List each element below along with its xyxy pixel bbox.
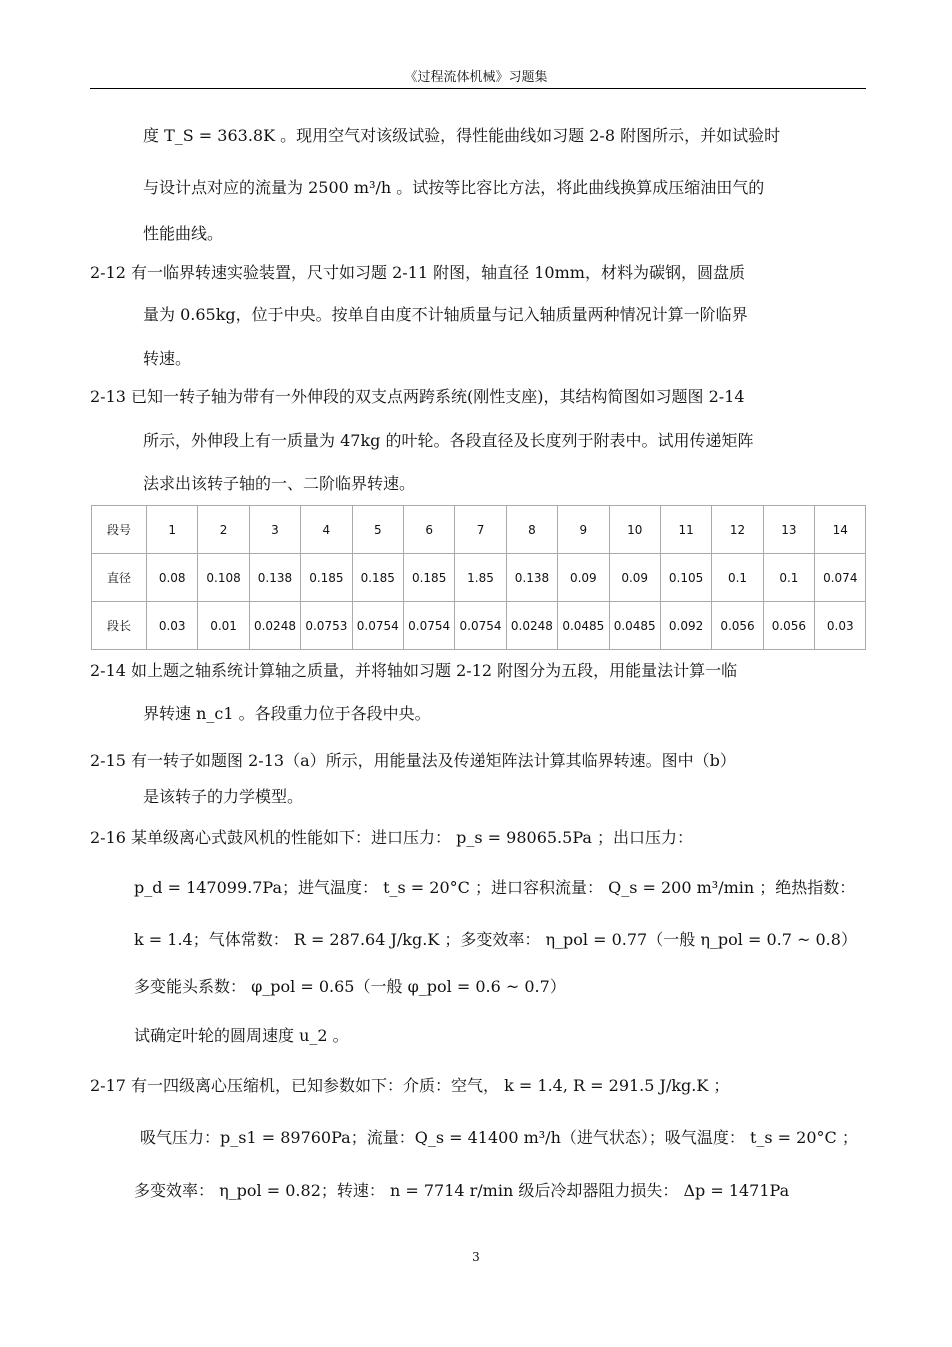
table-cell: 0.0485 (558, 602, 609, 650)
table-cell: 7 (455, 506, 506, 554)
table-cell: 0.185 (352, 554, 403, 602)
table-cell: 2 (198, 506, 249, 554)
table-cell: 0.185 (403, 554, 454, 602)
text-line: 多变能头系数： φ_pol = 0.65（一般 φ_pol = 0.6 ~ 0.7） (134, 977, 566, 996)
table-cell: 0.01 (198, 602, 249, 650)
table-cell: 0.092 (660, 602, 711, 650)
table-cell: 11 (660, 506, 711, 554)
table-cell: 5 (352, 506, 403, 554)
table-cell: 6 (403, 506, 454, 554)
table-cell: 0.08 (147, 554, 198, 602)
text-line: 度 T_S = 363.8K 。现用空气对该级试验，得性能曲线如习题 2-8 附图所示，并如试验时 (143, 126, 781, 145)
table-cell: 12 (712, 506, 763, 554)
text-line: 与设计点对应的流量为 2500 m³/h 。试按等比容比方法，将此曲线换算成压缩油田气的 (143, 178, 765, 197)
text-line: 所示，外伸段上有一质量为 47kg 的叶轮。各段直径及长度列于附表中。试用传递矩阵 (143, 431, 754, 450)
text-line: 2-15 有一转子如题图 2-13（a）所示，用能量法及传递矩阵法计算其临界转速。图中（b） (90, 751, 736, 770)
text-line: 2-14 如上题之轴系统计算轴之质量，并将轴如习题 2-12 附图分为五段，用能量法计算一临 (90, 661, 738, 680)
table-cell: 0.0248 (506, 602, 557, 650)
table-cell: 1.85 (455, 554, 506, 602)
table-cell: 0.0754 (403, 602, 454, 650)
text-line: 性能曲线。 (143, 224, 224, 243)
table-cell: 13 (763, 506, 814, 554)
table-cell: 0.09 (609, 554, 660, 602)
text-line: 2-17 有一四级离心压缩机，已知参数如下：介质：空气， k = 1.4, R = 291.5 J/kg.K ； (90, 1076, 730, 1095)
table-cell: 0.108 (198, 554, 249, 602)
table-cell: 直径 (92, 554, 147, 602)
table-cell: 0.0754 (455, 602, 506, 650)
table-cell: 0.0754 (352, 602, 403, 650)
table-cell: 0.138 (506, 554, 557, 602)
table-row (92, 602, 866, 650)
text-line: 转速。 (143, 349, 192, 368)
text-line: 吸气压力：p_s1 = 89760Pa；流量：Q_s = 41400 m³/h（进气状态）；吸气温度： t_s = 20°C ； (140, 1128, 858, 1147)
table-cell: 1 (147, 506, 198, 554)
table-cell: 0.03 (815, 602, 866, 650)
table-cell: 0.138 (249, 554, 300, 602)
table-cell: 0.056 (763, 602, 814, 650)
table-cell: 0.03 (147, 602, 198, 650)
table-cell: 0.1 (763, 554, 814, 602)
table-cell: 段号 (92, 506, 147, 554)
table-cell: 9 (558, 506, 609, 554)
text-line: 法求出该转子轴的一、二阶临界转速。 (143, 474, 416, 493)
table-cell: 0.0485 (609, 602, 660, 650)
text-line: 2-13 已知一转子轴为带有一外伸段的双支点两跨系统(刚性支座)，其结构简图如习题图 2-14 (90, 387, 745, 406)
text-line: p_d = 147099.7Pa；进气温度： t_s = 20°C ；进口容积流量： Q_s = 200 m³/min ；绝热指数： (134, 878, 856, 897)
table-cell: 14 (815, 506, 866, 554)
text-line: 是该转子的力学模型。 (143, 787, 304, 806)
table-cell: 8 (506, 506, 557, 554)
table-cell: 0.09 (558, 554, 609, 602)
table-cell: 0.056 (712, 602, 763, 650)
table-cell: 0.185 (301, 554, 352, 602)
table-row (92, 554, 866, 602)
table-cell: 0.0753 (301, 602, 352, 650)
table-cell: 0.074 (815, 554, 866, 602)
text-line: 2-12 有一临界转速实验装置，尺寸如习题 2-11 附图，轴直径 10mm，材料为碳钢，圆盘质 (90, 263, 745, 282)
table-row (92, 506, 866, 554)
page-header-title: 《过程流体机械》习题集 (404, 70, 548, 85)
table-cell: 3 (249, 506, 300, 554)
table-cell: 0.105 (660, 554, 711, 602)
page-number: 3 (472, 1250, 480, 1264)
shaft-segment-table (91, 505, 866, 650)
text-line: 多变效率： η_pol = 0.82；转速： n = 7714 r/min 级后冷却器阻力损失： Δp = 1471Pa (134, 1181, 790, 1200)
text-line: 量为 0.65kg，位于中央。按单自由度不计轴质量与记入轴质量两种情况计算一阶临界 (143, 305, 748, 324)
text-line: k = 1.4；气体常数： R = 287.64 J/kg.K ；多变效率： η_pol = 0.77（一般 η_pol = 0.7 ~ 0.8） (134, 930, 857, 949)
header-rule (90, 88, 866, 89)
table-cell: 4 (301, 506, 352, 554)
table-cell: 10 (609, 506, 660, 554)
table-cell: 0.0248 (249, 602, 300, 650)
text-line: 试确定叶轮的圆周速度 u_2 。 (134, 1026, 349, 1045)
text-line: 界转速 n_c1 。各段重力位于各段中央。 (143, 704, 431, 723)
table-cell: 段长 (92, 602, 147, 650)
table-cell: 0.1 (712, 554, 763, 602)
text-line: 2-16 某单级离心式鼓风机的性能如下：进口压力： p_s = 98065.5Pa ；出口压力： (90, 828, 693, 847)
